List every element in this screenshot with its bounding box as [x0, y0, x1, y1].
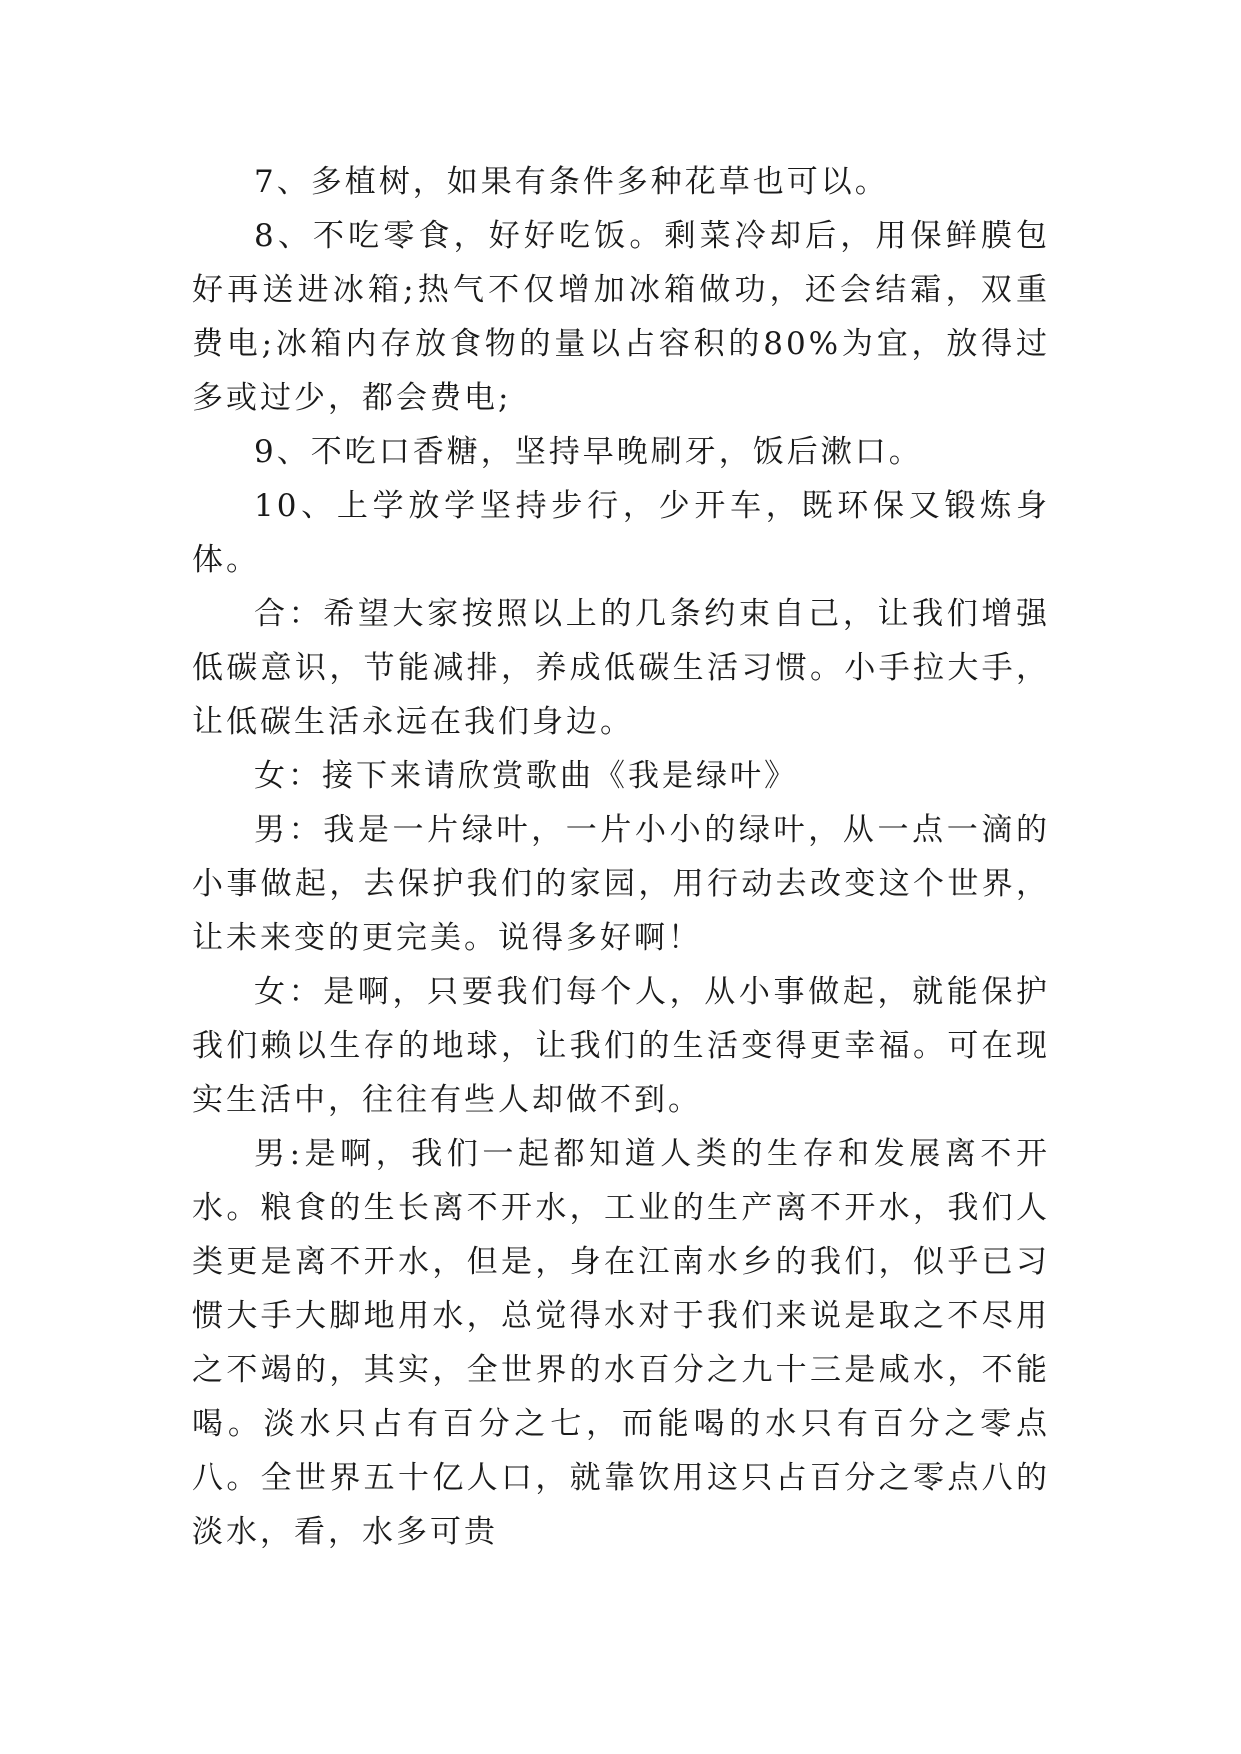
paragraph-item-9: 9、不吃口香糖，坚持早晚刷牙，饭后漱口。 — [254, 434, 923, 470]
paragraph-chorus: 合：希望大家按照以上的几条约束自己，让我们增强低碳意识，节能减排，养成低碳生活习惯。小手拉大手，让低碳生活永远在我们身边。 — [192, 596, 1050, 740]
paragraph-female-reply: 女：是啊，只要我们每个人，从小事做起，就能保护我们赖以生存的地球，让我们的生活变得更幸福。可在现实生活中，往往有些人却做不到。 — [192, 974, 1050, 1118]
paragraph-item-7: 7、多植树，如果有条件多种花草也可以。 — [254, 164, 889, 200]
paragraph-female-intro: 女：接下来请欣赏歌曲《我是绿叶》 — [254, 758, 798, 794]
paragraph-item-8: 8、不吃零食，好好吃饭。剩菜冷却后，用保鲜膜包好再送进冰箱;热气不仅增加冰箱做功，还会结霜，双重费电;冰箱内存放食物的量以占容积的80%为宜，放得过多或过少，都会费电; — [192, 218, 1050, 416]
paragraph-male-leaf: 男：我是一片绿叶，一片小小的绿叶，从一点一滴的小事做起，去保护我们的家园，用行动去改变这个世界，让未来变的更完美。说得多好啊！ — [192, 812, 1050, 956]
paragraph-item-10: 10、上学放学坚持步行，少开车，既环保又锻炼身体。 — [192, 488, 1050, 578]
document-body — [192, 155, 1050, 1559]
paragraph-male-water: 男:是啊，我们一起都知道人类的生存和发展离不开水。粮食的生长离不开水，工业的生产离不开水，我们人类更是离不开水，但是，身在江南水乡的我们，似乎已习惯大手大脚地用水，总觉得水对于我们来说是取之不尽用之不竭的，其实，全世界的水百分之九十三是咸水，不能喝。淡水只占有百分之七，而能喝的水只有百分之零点八。全世界五十亿人口，就靠饮用这只占百分之零点八的淡水，看，水多可贵 — [192, 1136, 1050, 1550]
